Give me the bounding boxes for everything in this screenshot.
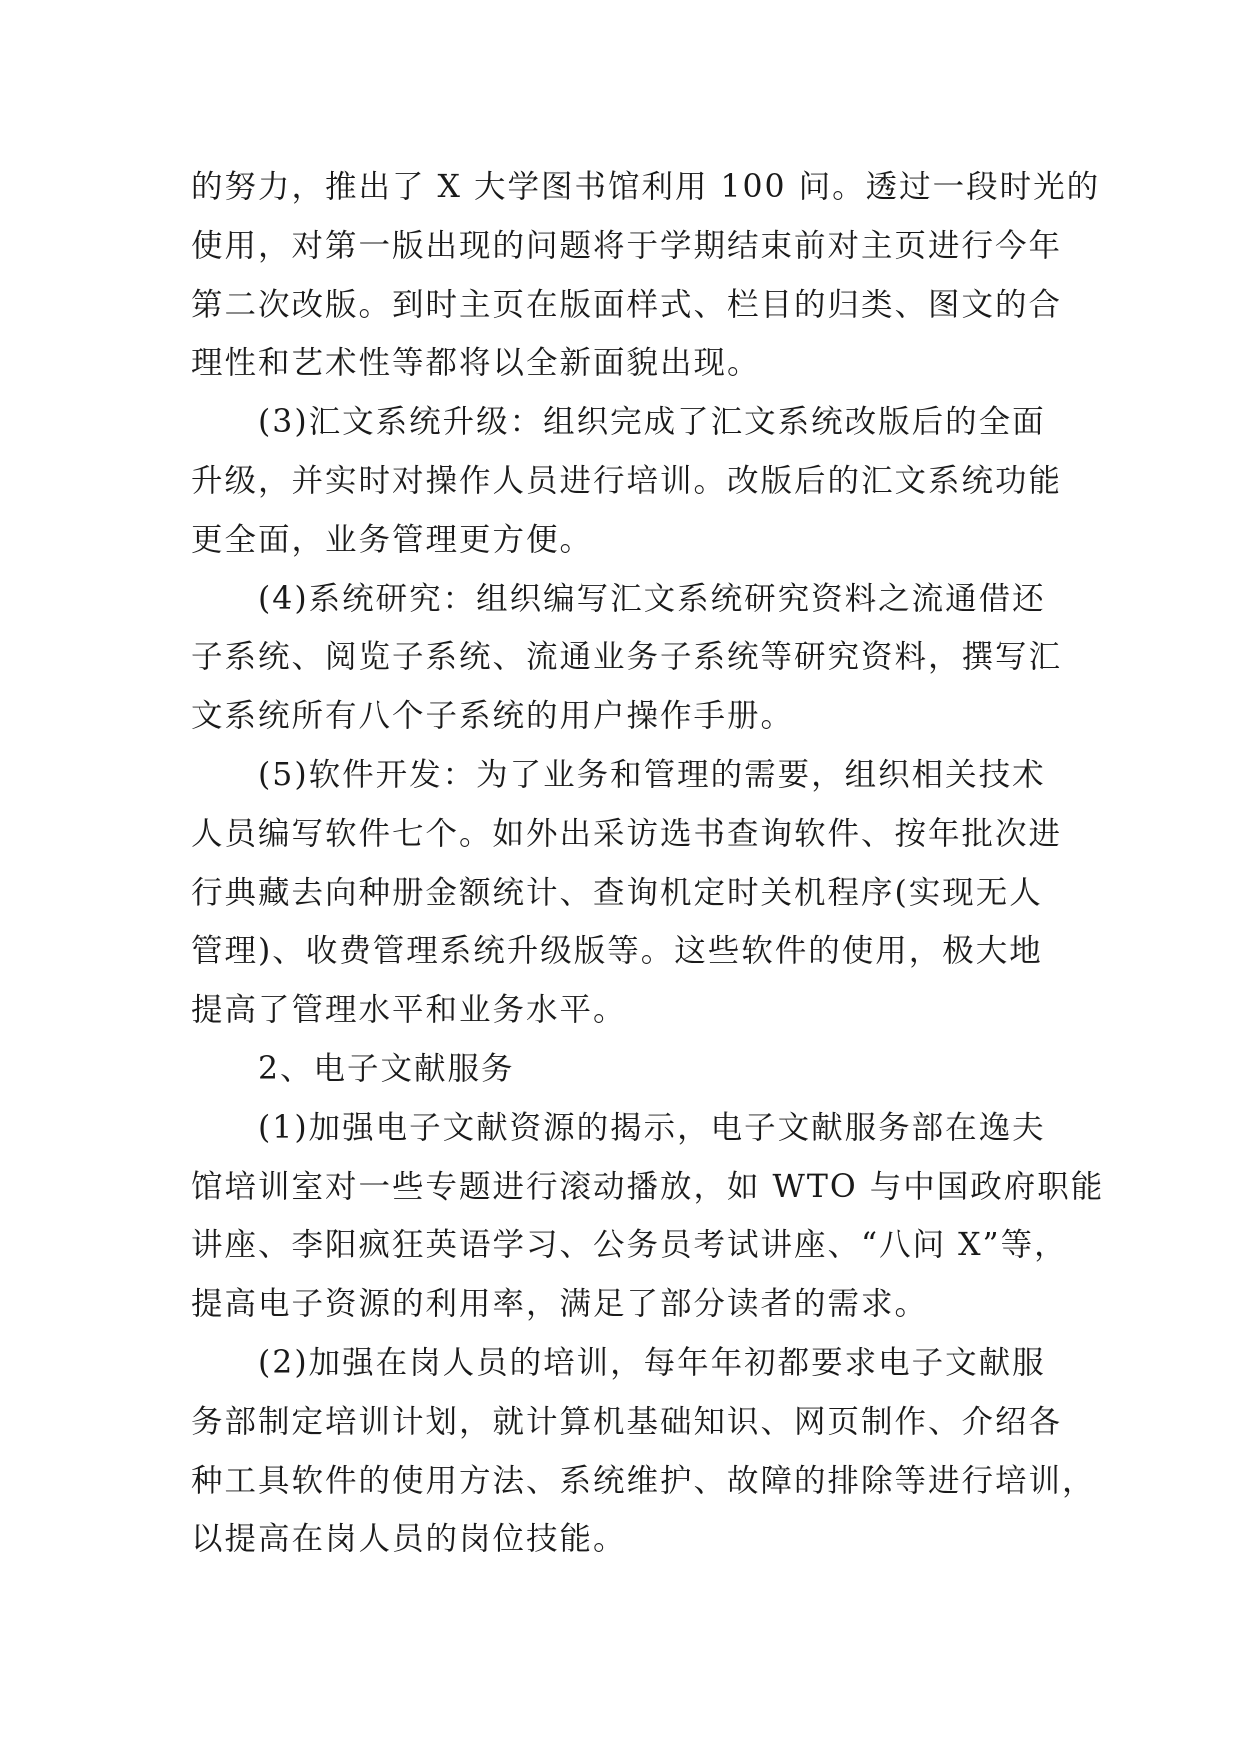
text-line: (2)加强在岗人员的培训，每年年初都要求电子文献服 bbox=[191, 1344, 1046, 1381]
text-line: (3)汇文系统升级：组织完成了汇文系统改版后的全面 bbox=[191, 404, 1046, 441]
text-line: 提高了管理水平和业务水平。 bbox=[191, 992, 627, 1029]
text-line: (5)软件开发：为了业务和管理的需要，组织相关技术 bbox=[191, 756, 1046, 793]
text-line: 子系统、阅览子系统、流通业务子系统等研究资料，撰写汇 bbox=[191, 639, 1063, 676]
text-line: 讲座、李阳疯狂英语学习、公务员考试讲座、“八问 X”等， bbox=[191, 1227, 1068, 1264]
text-line: 更全面，业务管理更方便。 bbox=[191, 521, 594, 558]
text-line: (4)系统研究：组织编写汇文系统研究资料之流通借还 bbox=[191, 580, 1046, 617]
text-line: 理性和艺术性等都将以全新面貌出现。 bbox=[191, 345, 761, 382]
text-line: 馆培训室对一些专题进行滚动播放，如 WTO 与中国政府职能 bbox=[191, 1168, 1105, 1205]
text-line: 管理)、收费管理系统升级版等。这些软件的使用，极大地 bbox=[191, 933, 1043, 970]
text-line: 以提高在岗人员的岗位技能。 bbox=[191, 1521, 627, 1558]
body-text bbox=[191, 158, 1105, 1569]
text-line: 提高电子资源的利用率，满足了部分读者的需求。 bbox=[191, 1286, 929, 1323]
text-line: (1)加强电子文献资源的揭示，电子文献服务部在逸夫 bbox=[191, 1109, 1046, 1146]
section-heading: 2、电子文献服务 bbox=[191, 1050, 515, 1087]
text-line: 的努力，推出了 X 大学图书馆利用 100 问。透过一段时光的 bbox=[191, 169, 1101, 205]
text-line: 升级，并实时对操作人员进行培训。改版后的汇文系统功能 bbox=[191, 462, 1063, 499]
text-line: 文系统所有八个子系统的用户操作手册。 bbox=[191, 698, 795, 735]
text-line: 行典藏去向种册金额统计、查询机定时关机程序(实现无人 bbox=[191, 874, 1043, 911]
text-line: 第二次改版。到时主页在版面样式、栏目的归类、图文的合 bbox=[191, 286, 1063, 323]
text-line: 种工具软件的使用方法、系统维护、故障的排除等进行培训， bbox=[191, 1462, 1096, 1499]
text-line: 人员编写软件七个。如外出采访选书查询软件、按年批次进 bbox=[191, 815, 1063, 852]
text-line: 使用，对第一版出现的问题将于学期结束前对主页进行今年 bbox=[191, 227, 1063, 264]
text-line: 务部制定培训计划，就计算机基础知识、网页制作、介绍各 bbox=[191, 1403, 1063, 1440]
